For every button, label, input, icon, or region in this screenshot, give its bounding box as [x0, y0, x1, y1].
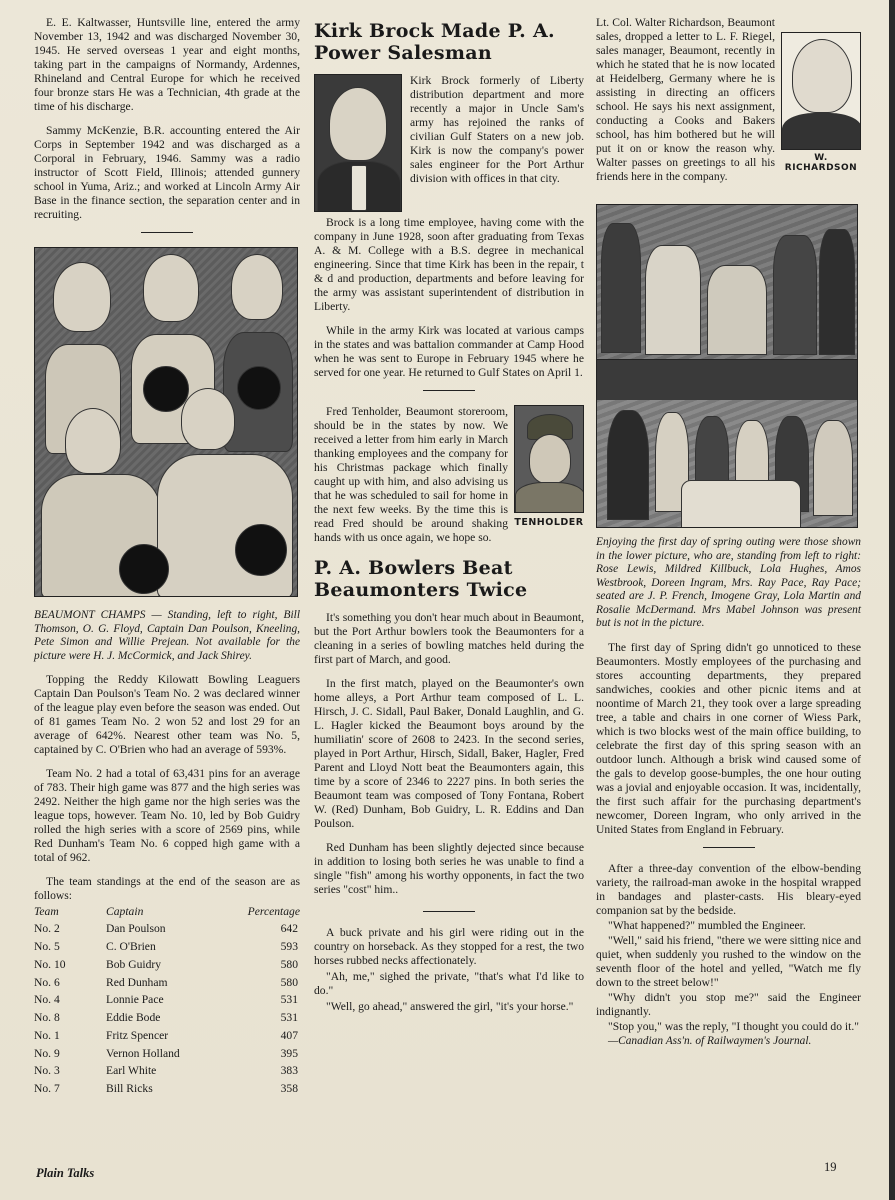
table-row — [34, 920, 300, 938]
convention-paragraph-4: "Why didn't you stop me?" said the Engineer indignantly. — [596, 990, 861, 1018]
spring-outing-photo-upper — [596, 204, 858, 360]
kirk-brock-paragraph-1: Kirk Brock formerly of Liberty distribution department and more recently a major in Uncle Sam's army has rejoined the ranks of civilian Gulf Staters on a new job. Kirk is now the company's power sales engineer for the Port Arthur division with offices in that city. — [410, 74, 584, 185]
captain-cell: Eddie Bode — [106, 1011, 161, 1025]
divider — [141, 232, 193, 233]
captain-cell: Bill Ricks — [106, 1082, 153, 1096]
spring-paragraph: The first day of Spring didn't go unnoticed to these Beaumonters. Mostly employees of the purchasing and stores accounting departments, they prepared sandwiches, cookies and other picnic items and at noontime of March 21, they took over a large spreading tree, a table and chairs in one corner of Wiess Park, which is two blocks west of the main office building, to celebrate the first day of this spring season with an outdoor lunch. Although a brisk wind caused some of the gals to develop goose-bumples, the one hour outing was a jovial and enjoyable occasion. It was, incidentally, the first such affair for the purchasing department's newcomer, Doreen Ingram, who only arrived in the United States from England in February. — [596, 640, 861, 836]
column-right — [596, 16, 861, 1058]
team-cell: No. 9 — [34, 1046, 60, 1060]
kirk-brock-headline: Kirk Brock Made P. A. Power Salesman — [314, 20, 555, 64]
team-cell: No. 1 — [34, 1028, 60, 1042]
divider — [423, 911, 475, 912]
bowlers-headline: P. A. Bowlers Beat Beaumonters Twice — [314, 557, 528, 601]
table-row — [34, 973, 300, 991]
percentage-cell: 593 — [280, 939, 298, 953]
percentage-cell: 383 — [280, 1064, 298, 1078]
convention-paragraph-3: "Well," said his friend, "there we were sitting nice and quiet, when suddenly you rushed to the window on the seventh floor of the hotel and yelled, "Watch me fly down to the street below!" — [596, 933, 861, 989]
team-cell: No. 8 — [34, 1011, 60, 1025]
column-middle — [314, 20, 584, 1024]
captain-cell: Vernon Holland — [106, 1046, 180, 1060]
team-cell: No. 7 — [34, 1082, 60, 1096]
table-row — [34, 1044, 300, 1062]
convention-paragraph-1: After a three-day convention of the elbow-bending variety, the railroad-man awoke in the hospital wrapped in bandages and plaster-casts. His bleary-eyed companion sat by the bedside. — [596, 861, 861, 917]
table-row — [34, 956, 300, 974]
team-standings-table — [34, 905, 300, 1098]
captain-cell: Earl White — [106, 1064, 157, 1078]
table-row — [34, 938, 300, 956]
bowling-photo-caption: BEAUMONT CHAMPS — Standing, left to right, Bill Thomson, O. G. Floyd, Captain Dan Poulson, Kneeling, Pete Simon and Willie Prejean. Not available for the picture were H. J. McCormick, and Jack Shirey. — [34, 609, 300, 662]
bowlers-paragraph-3: Red Dunham has been slightly dejected since because in addition to losing both series he was unable to find a single "fish" among his worthy opponents, in fact the two series "cost" him.. — [314, 841, 584, 896]
percentage-cell: 407 — [280, 1028, 298, 1042]
richardson-paragraph: Lt. Col. Walter Richardson, Beaumont sales, dropped a letter to L. F. Riegel, sales manager, Beaumont, recently in which he stated that he is now located at Heidelberg, Germany where he is assisting in directing an officers school. He says his next assignment, conducting a Cooks and Bakers school, has him bothered but he will put it on or know the reason why. Walter passes on greetings to all his friends here in the company. — [596, 16, 775, 183]
page-number: 19 — [824, 1160, 837, 1174]
convention-paragraph-2: "What happened?" mumbled the Engineer. — [608, 918, 806, 932]
percentage-cell: 580 — [280, 957, 298, 971]
bowlers-paragraph-1: It's something you don't hear much about in Beaumont, but the Port Arthur bowlers took the Beaumonters for a cleaning in a series of bowling matches held during the first part of March, and good. — [314, 611, 584, 666]
outing-caption: Enjoying the first day of spring outing were those shown in the lower picture, who are, standing from left to right: Rose Lewis, Mildred Killbuck, Lola Hughes, Amos Westbrook, Doreen Ingram, Mrs. Ray Pace, Ray Pace; seated are J. P. French, Imogene Gray, Lola Martin and Rosalie McDermand. Mrs Mabel Johnson was present but is not in the picture. — [596, 536, 861, 629]
bowlers-paragraph-2: In the first match, played on the Beaumonter's own home alleys, a Port Arthur team composed of L. L. Hirsch, J. C. Sidall, Paul Baker, Donald Laughlin, and G. L. Hagler kicked the Beaumont boys around by the humiliatin' score of 2608 to 2423. In the second series, played in Port Arthur, Hirsch, Sidall, Baker, Hagler, Fred Parent and Lloyd Nott beat the Beaumonters again, this time by a score of 2346 to 2227 pins. In both series the Beaumont team was composed of Tony Fontana, Robert W. (Red) Dunham, Bob Guidry, L. R. Eddins and Dan Poulson. — [314, 677, 584, 830]
table-row — [34, 991, 300, 1009]
joke-paragraph-3: "Well, go ahead," answered the girl, "it's your horse." — [326, 1000, 574, 1013]
divider — [703, 847, 755, 848]
tenholder-label: TENHOLDER — [514, 517, 584, 528]
spring-outing-photo-lower — [596, 360, 858, 528]
richardson-portrait — [781, 32, 861, 173]
captain-cell: Lonnie Pace — [106, 993, 164, 1007]
bowling-team-photo — [34, 247, 298, 597]
topping-paragraph: Topping the Reddy Kilowatt Bowling Leaguers Captain Dan Poulson's Team No. 2 was declared winner of the league play even before the season was ended. Out of 81 games Team No. 2 won 52 and lost 29 for an average of 642%. Nearest other team was No. 5, captained by C. O'Brien who had an average of 593%. — [34, 673, 300, 756]
kirk-brock-paragraph-2: Brock is a long time employee, having come with the company in June 1928, soon after graduating from Texas A. & M. College with a B.S. degree in mechanical engineering. Since that time Kirk has been in the repair, t & d and production, departments and before leaving for the army was assistant superintendent of distribution in Liberty. — [314, 216, 584, 313]
team-cell: No. 2 — [34, 922, 60, 936]
convention-source: —Canadian Ass'n. of Railwaymen's Journal. — [608, 1034, 812, 1047]
kirk-brock-paragraph-3: While in the army Kirk was located at various camps in the states and was battalion commander at Camp Hood when he was sent to Europe in February 1945 where he served for one year. He returned to Gulf States on April 1. — [314, 324, 584, 379]
percentage-cell: 358 — [280, 1082, 298, 1096]
team-cell: No. 6 — [34, 975, 60, 989]
joke-paragraph-2: "Ah, me," sighed the private, "that's what I'd like to do." — [314, 970, 584, 997]
percentage-cell: 395 — [280, 1046, 298, 1060]
tenholder-portrait — [514, 405, 584, 528]
joke-paragraph-1: A buck private and his girl were riding out in the country on horseback. As they stopped for a rest, the two horses rubbed necks affectionately. — [314, 926, 584, 967]
tenholder-paragraph: Fred Tenholder, Beaumont storeroom, should be in the states by now. We received a letter from him early in March thanking employees and the company for his Christmas package which finally caught up with him, and also advising us that he was scheduled to sail for home in the next few weeks. By the time this is read Fred should be around shaking hands with us once again, we hope so. — [314, 405, 508, 544]
captain-cell: Red Dunham — [106, 975, 168, 989]
team-cell: No. 3 — [34, 1064, 60, 1078]
divider — [423, 390, 475, 391]
table-row — [34, 1009, 300, 1027]
publication-name: Plain Talks — [36, 1166, 95, 1180]
column-left — [34, 16, 300, 1098]
kaltwasser-paragraph: E. E. Kaltwasser, Huntsville line, entered the army November 13, 1942 and was discharged November 30, 1945. He served overseas 1 year and eight months, taking part in the campaigns of Normandy, Ardennes, Rhineland and Central Europe for which he received four bronze stars He was a Technician, 4th grade at the time of his discharge. — [34, 16, 300, 113]
team-cell: No. 10 — [34, 957, 66, 971]
team-cell: No. 4 — [34, 993, 60, 1007]
header-percentage: Percentage — [247, 905, 300, 918]
mckenzie-paragraph: Sammy McKenzie, B.R. accounting entered the Air Corps in September 1942 and was discharged as a Corporal in February, 1946. Sammy was a radio instructor of Scott Field, Illinois; attended gunnery school in Yuma, Ariz.; and worked at Lincoln Army Air Base in the finance section, the separation center and in recruiting. — [34, 124, 300, 221]
captain-cell: Dan Poulson — [106, 922, 166, 936]
captain-cell: C. O'Brien — [106, 939, 156, 953]
header-captain: Captain — [106, 905, 144, 918]
table-row — [34, 1080, 300, 1098]
table-row — [34, 1027, 300, 1045]
kirk-brock-portrait — [314, 74, 402, 212]
table-header-row — [34, 905, 300, 920]
standings-intro: The team standings at the end of the season are as follows: — [34, 875, 300, 902]
percentage-cell: 580 — [280, 975, 298, 989]
team-cell: No. 5 — [34, 939, 60, 953]
percentage-cell: 531 — [280, 993, 298, 1007]
captain-cell: Bob Guidry — [106, 957, 162, 971]
team-pins-paragraph: Team No. 2 had a total of 63,431 pins for an average of 783. Their high game was 877 and the high series was 2492. Neither the high game nor the high series was the league tops, however. Team No. 10, led by Bob Guidry rolled the high series with a score of 2569 pins, while Red Dunham's Team No. 6 copped high game with a total of 962. — [34, 767, 300, 864]
captain-cell: Fritz Spencer — [106, 1028, 169, 1042]
header-team: Team — [34, 905, 59, 918]
convention-paragraph-5: "Stop you," was the reply, "I thought you could do it." — [608, 1019, 859, 1033]
percentage-cell: 531 — [280, 1011, 298, 1025]
table-row — [34, 1062, 300, 1080]
richardson-label: W. RICHARDSON — [784, 153, 858, 173]
percentage-cell: 642 — [280, 922, 298, 936]
